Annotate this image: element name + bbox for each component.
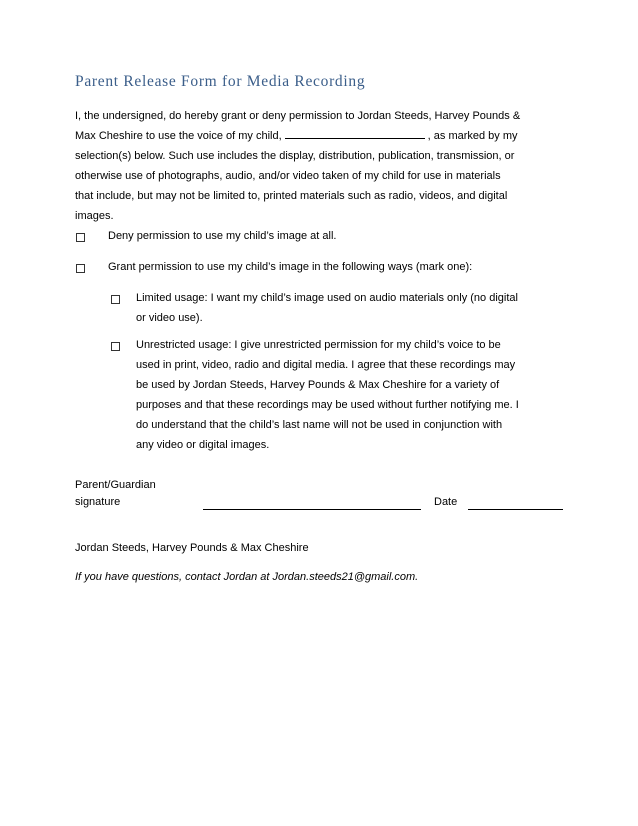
- limited-usage-text: [136, 288, 518, 328]
- signature-label-line1: Parent/Guardian: [75, 479, 156, 491]
- limited-usage-line: or video use).: [136, 312, 203, 324]
- unrestricted-usage-line: purposes and that these recordings may be used without further notifying me. I: [136, 399, 519, 411]
- unrestricted-usage-line: be used by Jordan Steeds, Harvey Pounds & Max Cheshire for a variety of: [136, 379, 500, 391]
- deny-option-label: Deny permission to use my child’s image at all.: [108, 230, 337, 242]
- deny-checkbox[interactable]: [76, 233, 85, 242]
- limited-usage-checkbox[interactable]: [111, 295, 120, 304]
- date-line-field[interactable]: [468, 509, 563, 510]
- intro-line: , as marked by my: [427, 130, 518, 142]
- unrestricted-usage-line: do understand that the child’s last name will not be used in conjunction with: [136, 419, 503, 431]
- intro-line-with-blank: [75, 126, 565, 146]
- signature-line-field[interactable]: [203, 509, 421, 510]
- intro-line: Max Cheshire to use the voice of my child,: [75, 130, 282, 142]
- unrestricted-usage-checkbox[interactable]: [111, 342, 120, 351]
- contact-info: If you have questions, contact Jordan at Jordan.steeds21@gmail.com.: [75, 571, 419, 583]
- intro-line: otherwise use of photographs, audio, and/or video taken of my child for use in materials: [75, 170, 501, 182]
- intro-line: images.: [75, 210, 114, 222]
- signature-label-line2: signature: [75, 496, 121, 508]
- limited-usage-line: Limited usage: I want my child’s image used on audio materials only (no digital: [136, 292, 518, 304]
- child-name-field[interactable]: [285, 128, 425, 139]
- grant-option-label: Grant permission to use my child’s image in the following ways (mark one):: [108, 261, 473, 273]
- unrestricted-usage-line: any video or digital images.: [136, 439, 270, 451]
- date-label: Date: [434, 496, 458, 508]
- intro-line: I, the undersigned, do hereby grant or deny permission to Jordan Steeds, Harvey Pounds &: [75, 110, 521, 122]
- form-title: Parent Release Form for Media Recording: [75, 73, 366, 90]
- grant-checkbox[interactable]: [76, 264, 85, 273]
- unrestricted-usage-text: [136, 335, 519, 455]
- intro-line: selection(s) below. Such use includes the display, distribution, publication, transmission, or: [75, 150, 515, 162]
- author-names: Jordan Steeds, Harvey Pounds & Max Cheshire: [75, 542, 309, 554]
- unrestricted-usage-line: Unrestricted usage: I give unrestricted permission for my child’s voice to be: [136, 339, 501, 351]
- unrestricted-usage-line: used in print, video, radio and digital media. I agree that these recordings may: [136, 359, 516, 371]
- intro-paragraph: [75, 106, 565, 226]
- intro-line: that include, but may not be limited to, printed materials such as radio, videos, and digital: [75, 190, 508, 202]
